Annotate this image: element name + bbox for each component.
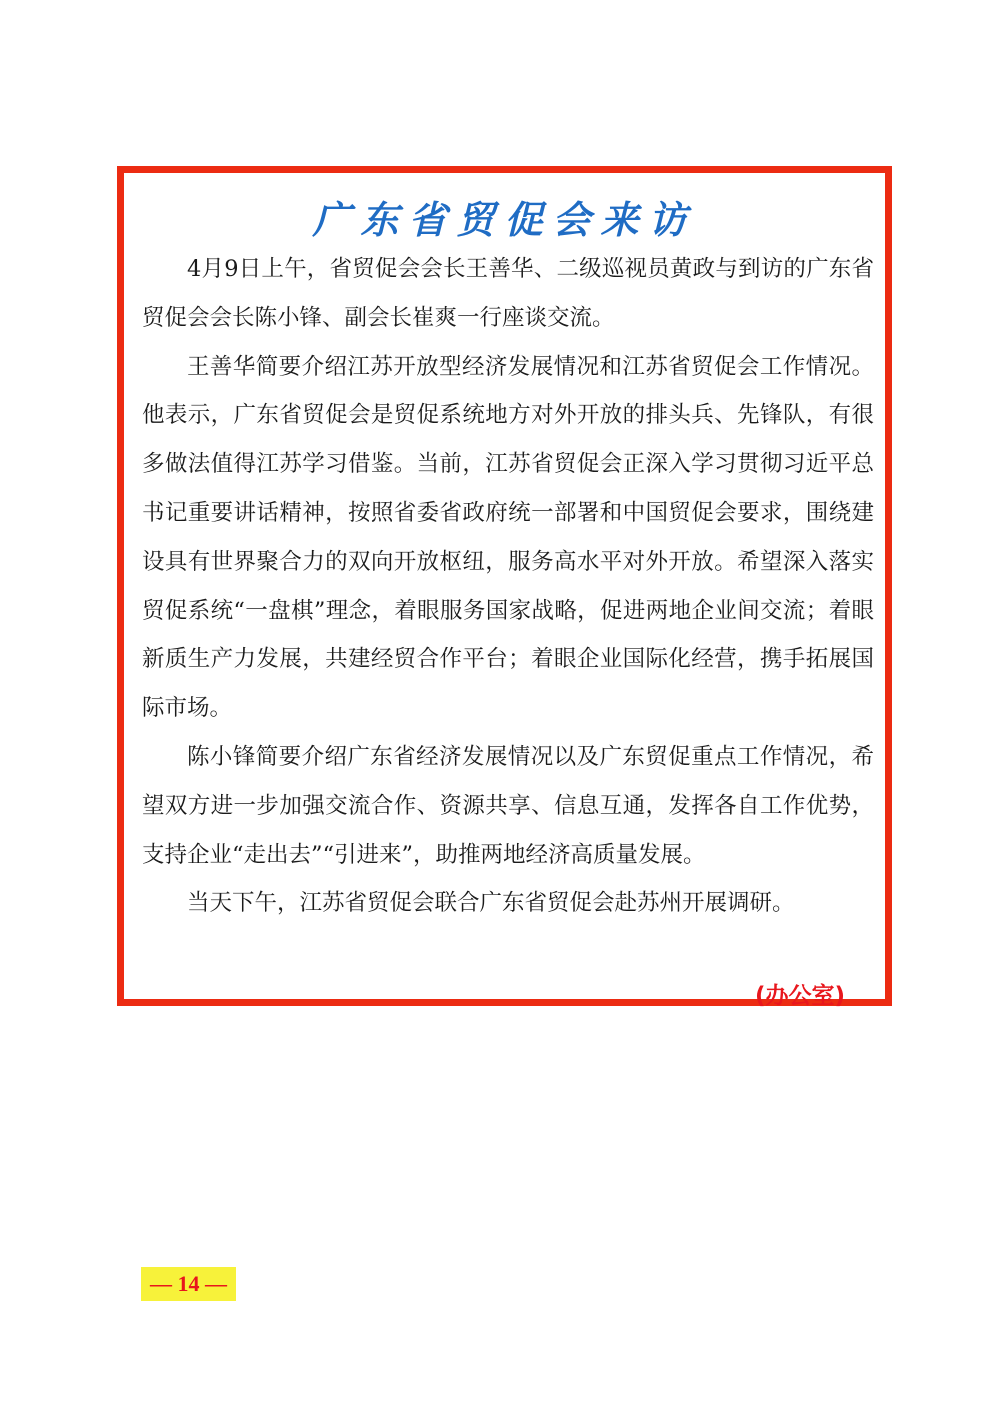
paragraph: 陈小锋简要介绍广东省经济发展情况以及广东贸促重点工作情况，希望双方进一步加强交流合作、资源共享、信息互通，发挥各自工作优势，支持企业“走出去”“引进来”，助推两地经济高质量发展。: [142, 743, 874, 868]
paragraph: 当天下午，江苏省贸促会联合广东省贸促会赴苏州开展调研。: [187, 890, 795, 917]
paragraph: 4月9日上午，省贸促会会长王善华、二级巡视员黄政与到访的广东省贸促会会长陈小锋、副会长崔爽一行座谈交流。: [142, 256, 874, 331]
page-number: — 14 —: [141, 1267, 236, 1301]
article-body: [142, 245, 874, 928]
article-signature: (办公室): [754, 983, 845, 1009]
article-title: 广东省贸促会来访: [312, 197, 697, 242]
paragraph: 王善华简要介绍江苏开放型经济发展情况和江苏省贸促会工作情况。他表示，广东省贸促会是贸促系统地方对外开放的排头兵、先锋队，有很多做法值得江苏学习借鉴。当前，江苏省贸促会正深入学习贯彻习近平总书记重要讲话精神，按照省委省政府统一部署和中国贸促会要求，围绕建设具有世界聚合力的双向开放枢纽，服务高水平对外开放。希望深入落实贸促系统“一盘棋”理念，着眼服务国家战略，促进两地企业间交流；着眼新质生产力发展，共建经贸合作平台；着眼企业国际化经营，携手拓展国际市场。: [142, 353, 874, 722]
article-frame: [117, 166, 892, 1296]
